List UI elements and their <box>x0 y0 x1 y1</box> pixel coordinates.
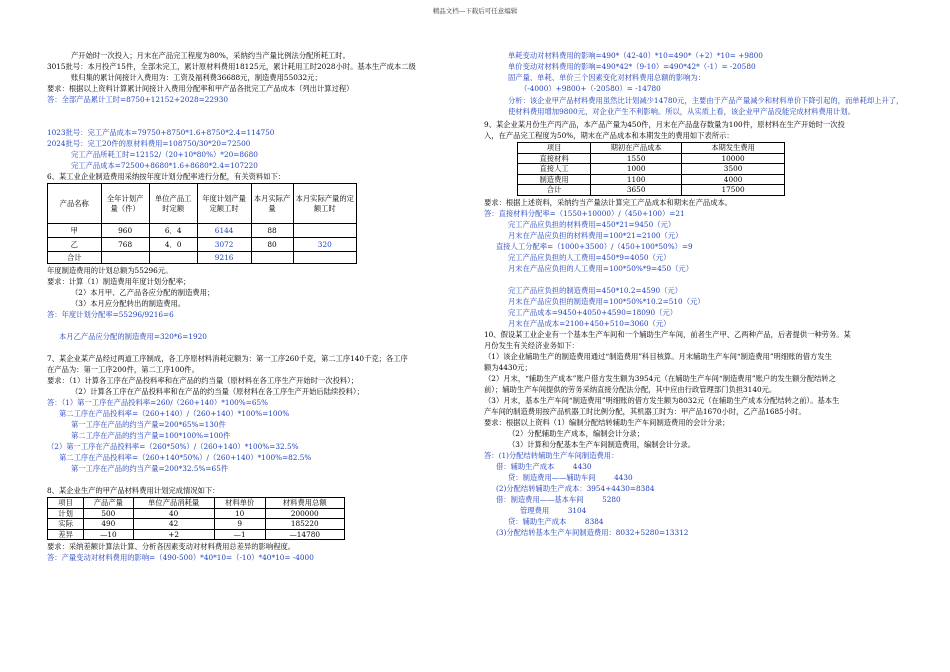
table-cell: 960 <box>101 224 149 238</box>
answer-line: 答：产量变动对材料费用的影响=（490-500）*40*10=（-10）*40*10= -4000 <box>47 553 314 563</box>
question-10-line: 要求：根据以上资料（1）编制分配结转辅助生产车间制造费用的会计分录； <box>484 417 730 427</box>
answer-line: 管理费用 3104 <box>520 505 587 515</box>
answer-line: (2)分配结转辅助生产成本：3954+4430=8384 <box>496 483 655 493</box>
answer-line: 直接人工分配率=（1000+3500）/（450+100*50%）=9 <box>496 241 693 251</box>
table-cell: 40 <box>133 508 214 519</box>
table-q9 <box>517 142 785 196</box>
table-cell: 88 <box>251 224 293 238</box>
table-cell: 80 <box>251 238 293 252</box>
table-cell: 制造费用 <box>518 174 591 185</box>
answer-line: 单耗变动对材料费用的影响=490*（42-40）*10=490*（+2）*10= +9800 <box>508 51 763 60</box>
question-7-line: 7、某企业某产品经过两道工序制成，各工序原材料消耗定额为：第一工序260千克，第二工序140千克；各工序 <box>47 354 408 363</box>
table-cell: 实际 <box>48 519 84 530</box>
question-10-line: （2）分配辅助生产成本，编制会计分录； <box>508 428 644 438</box>
answer-line: 答：（1）第一工序在产品投料率=260/（260+140）*100%=65% <box>47 398 269 407</box>
question-10-line: 前）；辅助生产车间提供的劳务采纳直接分配法分配，其中应由行政管理部门负担3140元。 <box>484 384 777 394</box>
question-9-line: 入，在产品完工程度为50%，期末在产品成本和本期发生的费用如下表所示： <box>484 131 734 140</box>
answer-line: 固产量、单耗、单价三个因素变化对材料费用总额的影响为： <box>508 73 706 82</box>
table-header-cell: 期初在产品成本 <box>591 143 682 154</box>
table-cell: 185220 <box>265 519 345 530</box>
table-cell: 10 <box>214 508 265 519</box>
table-header-cell: 项目 <box>518 143 591 154</box>
question-10-line: 产车间的制造费用按产品机器工时比例分配，其机器工时为：甲产品1670小时，乙产品1685小时。 <box>484 406 806 416</box>
answer-line: 完工产品应负担的人工费用=450*9=4050（元） <box>508 252 671 262</box>
table-header-cell: 单位产品工时定额 <box>149 184 197 224</box>
text-line: 账归集的累计间接计入费用为：工资及福利费36688元，制造费用55032元； <box>71 73 322 82</box>
text-line: （3）本月应分配转出的制造费用。 <box>71 299 186 308</box>
table-cell: 6．4 <box>149 224 197 238</box>
text-line: 3015批号：本月投产15件，全部未完工，累计原材料费用18125元，累计耗用工时2028小时。基本生产成本二级 <box>47 62 416 71</box>
table-cell: 768 <box>101 238 149 252</box>
table-row <box>518 164 785 175</box>
answer-line: 第二工序在产品投料率=（260+140）/（260+140）*100%=100% <box>59 409 290 418</box>
table-cell: 17500 <box>682 185 785 196</box>
question-8-title: 8、某企业生产的甲产品材料费用计划完成情况如下： <box>47 486 220 495</box>
answer-line: 单价变动对材料费用的影响=490*42*（9-10）=490*42*（-1）= -20580 <box>508 62 756 71</box>
answer-line: 完工产品成本=9450+4050+4590=18090（元） <box>508 307 678 317</box>
answer-line: 2024批号：完工20件的原材料费用=108750/30*20=72500 <box>47 139 251 148</box>
left-column <box>47 50 465 563</box>
table-row <box>518 174 785 185</box>
question-9-line: 9、某企业某月份生产丙产品，本产品产量为450件，月末在产品盘存数量为100件，原材料在生产开始时一次投 <box>484 120 845 129</box>
answer-line: 1023批号：完工产品成本=79750+8750*1.6+8750*2.4=114750 <box>47 128 275 137</box>
table-cell: 42 <box>133 519 214 530</box>
table-cell <box>293 224 356 238</box>
answer-line: (3)分配结转基本生产车间制造费用：8032+5280=13312 <box>496 527 689 537</box>
table-cell: 9 <box>214 519 265 530</box>
table-row <box>48 238 357 252</box>
question-10-line: 10、假设某工业企业有一个基本生产车间和一个辅助生产车间，前者生产甲、乙两种产品，后者提供一种劳务。某 <box>484 329 851 339</box>
answer-line: 第一工序在产品的约当产量=200*32.5%=65件 <box>71 464 229 473</box>
table-row <box>518 153 785 164</box>
table-header-cell: 产品产量 <box>84 498 133 509</box>
question-10-line: （3）计算和分配基本生产车间制造费用，编制会计分录。 <box>508 439 696 449</box>
page-header: 精品文档---下载后可任意编辑 <box>432 7 518 15</box>
text-line: 要求：采纳差额计算法计算、分析各因素变动对材料费用总差异的影响程度。 <box>47 542 296 552</box>
answer-line: 完工产品所耗工时=12152/（20+10*80%）*20=8680 <box>71 150 258 159</box>
answer-line: 贷：制造费用——辅助车间 4430 <box>508 472 633 482</box>
answer-line: 月末在产品应负担的材料费用=100*21=2100（元） <box>508 230 683 240</box>
table-cell: 3072 <box>197 238 251 252</box>
table-cell: —14780 <box>265 529 345 540</box>
table-cell: 甲 <box>48 224 102 238</box>
analysis-paragraph: 分析：该企业甲产品材料费用虽然比计划减少14780元，主要由于产品产量减少和材料单价下降引起的，而单耗却上升了，使材料费用增加9800元，对企业产生不利影响。所以，从实质上看，该企业甲产品没能完成材料费用计划。 <box>508 96 904 116</box>
question-10-line: 额为4430元； <box>484 362 532 372</box>
answer-line: 借：辅助生产成本 4430 <box>496 461 592 471</box>
table-row <box>518 185 785 196</box>
table-cell: 合计 <box>48 252 102 264</box>
text-line: 要求：计算（1）制造费用年度计划分配率； <box>47 277 191 286</box>
answer-line: 答：全部产品累计工时=8750+12152+2028=22930 <box>47 95 228 104</box>
table-header-cell: 材料单价 <box>214 498 265 509</box>
table-cell: 乙 <box>48 238 102 252</box>
table-cell: 500 <box>84 508 133 519</box>
right-column <box>484 50 909 538</box>
table-cell: 1550 <box>591 153 682 164</box>
table-header-cell: 本月实际产量的定额工时 <box>293 184 356 224</box>
answer-line: 月末在产品成本=2100+450+510=3060（元） <box>508 318 671 328</box>
answer-line: 完工产品应负担的制造费用=450*10.2=4590（元） <box>508 285 683 295</box>
table-header-cell: 本期发生费用 <box>682 143 785 154</box>
table-cell <box>149 252 197 264</box>
table-cell: 合计 <box>518 185 591 196</box>
answer-line: 完工产品应负担的材料费用=450*21=9450（元） <box>508 219 676 229</box>
table-cell: +2 <box>133 529 214 540</box>
text-line: 年度制造费用的计划总额为55296元。 <box>47 266 173 275</box>
table-row <box>48 529 345 540</box>
table-cell <box>293 252 356 264</box>
question-7-line: （2）计算各工序在产品投料率和在产品的约当量（原材料在各工序生产开始后陆续投料）； <box>71 387 364 396</box>
answer-line: 答：(1)分配结转辅助生产车间制造费用： <box>484 450 619 460</box>
table-header-cell: 年度计划产量定额工时 <box>197 184 251 224</box>
table-q6 <box>47 183 357 264</box>
answer-line: 本月乙产品应分配的制造费用=320*6=1920 <box>59 332 207 341</box>
table-cell: 1100 <box>591 174 682 185</box>
text-line: 要求：根据上述资料，采纳约当产量法计算完工产品成本和期末在产品成本。 <box>484 197 733 207</box>
text-line: （2）本月甲、乙产品各应分配的制造费用； <box>71 288 215 297</box>
table-header-cell: 项目 <box>48 498 84 509</box>
table-cell: 9216 <box>197 252 251 264</box>
answer-line: 第二工序在产品的约当产量=100*100%=100件 <box>71 431 231 440</box>
answer-line: 月末在产品应负担的制造费用=100*50%*10.2=510（元） <box>508 296 705 306</box>
question-10-line: 月份发生有关经济业务如下： <box>484 340 579 350</box>
table-cell: 6144 <box>197 224 251 238</box>
table-cell: —1 <box>214 529 265 540</box>
table-row <box>48 519 345 530</box>
table-cell: 3650 <box>591 185 682 196</box>
table-header-cell: 材料费用总额 <box>265 498 345 509</box>
table-cell: 直接人工 <box>518 164 591 175</box>
table-header-row <box>518 143 785 154</box>
table-cell: 200000 <box>265 508 345 519</box>
table-cell: 320 <box>293 238 356 252</box>
table-cell: 计划 <box>48 508 84 519</box>
answer-line: （-4000）+9800+（-20580）= -14780 <box>520 84 661 93</box>
answer-line: （2）第一工序在产品投料率=（260*50%）/（260+140）*100%=32.5% <box>47 442 299 451</box>
table-header-cell: 单位产品消耗量 <box>133 498 214 509</box>
table-cell: 10000 <box>682 153 785 164</box>
answer-line: 答：年度计划分配率=55296/9216=6 <box>47 310 174 319</box>
table-q8 <box>47 497 345 540</box>
answer-line: 答：直接材料分配率=（1550+10000）/（450+100）=21 <box>484 208 685 218</box>
question-7-line: 要求：（1）计算各工序在产品投料率和在产品的约当量（原材料在各工序生产开始时一次投料）； <box>47 376 359 385</box>
table-header-cell: 产品名称 <box>48 184 102 224</box>
text-line: 产开始时一次投入；月末在产品完工程度为80%，采纳约当产量比例法分配所耗工时。 <box>71 51 350 60</box>
answer-line: 月末在产品应负担的人工费用=100*50%*9=450（元） <box>508 263 693 273</box>
answer-line: 第一工序在产品的约当产量=200*65%=130件 <box>71 420 226 429</box>
table-cell: 490 <box>84 519 133 530</box>
table-cell <box>101 252 149 264</box>
text-line: 要求：根据以上资料计算累计间接计入费用分配率和甲产品各批完工产品成本（列出计算过程） <box>47 84 354 93</box>
table-cell: 差异 <box>48 529 84 540</box>
answer-line: 第二工序在产品投料率=（260+140*50%）/（260+140）*100%=82.5% <box>59 453 312 462</box>
question-7-line: 在产品为：第一工序200件，第二工序100件。 <box>47 365 199 374</box>
table-cell: 4000 <box>682 174 785 185</box>
table-cell: 直接材料 <box>518 153 591 164</box>
question-10-line: （1）该企业辅助生产的制造费用通过“制造费用”科目核算。月末辅助生产车间“制造费用”明细账的借方发生 <box>484 351 832 361</box>
answer-line: 借：制造费用——基本车间 5280 <box>496 494 621 504</box>
answer-line: 完工产品成本=72500+8680*1.6+8680*2.4=107220 <box>71 161 258 170</box>
table-row <box>48 252 357 264</box>
table-cell: 4．0 <box>149 238 197 252</box>
table-header-cell: 全年计划产量（件） <box>101 184 149 224</box>
table-header-cell: 本月实际产量 <box>251 184 293 224</box>
question-10-line: （3）月末，基本生产车间“制造费用”明细账的借方发生额为8032元（在辅助生产成本分配结转之前）。基本生 <box>484 395 840 405</box>
table-row <box>48 508 345 519</box>
table-cell: 1000 <box>591 164 682 175</box>
question-10-line: （2）月末，“辅助生产成本”账户借方发生额为3954元（在辅助生产车间“制造费用”账户的发生额分配结转之 <box>484 373 836 383</box>
question-6-title: 6、某工业企业制造费用采纳按年度计划分配率进行分配，有关资料如下： <box>47 172 286 181</box>
table-cell: —10 <box>84 529 133 540</box>
table-row <box>48 224 357 238</box>
table-header-row <box>48 498 345 509</box>
table-cell <box>251 252 293 264</box>
table-cell: 3500 <box>682 164 785 175</box>
answer-line: 贷：辅助生产成本 8384 <box>508 516 604 526</box>
table-header-row <box>48 184 357 224</box>
